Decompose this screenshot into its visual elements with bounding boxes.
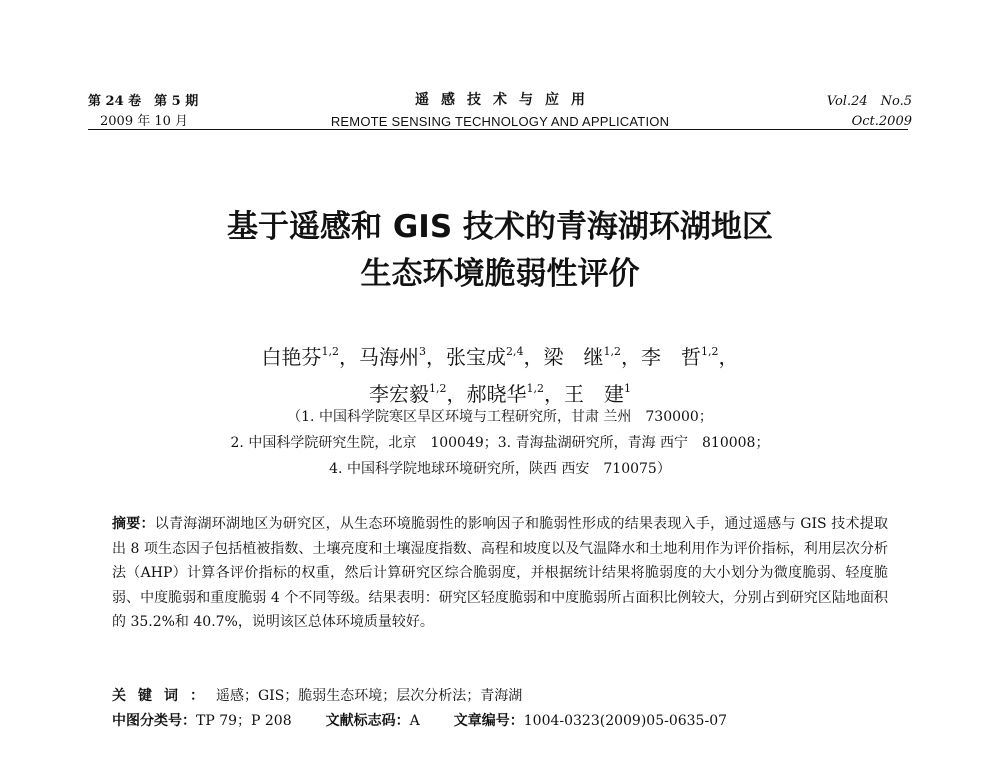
author-line-1 xyxy=(0,336,1000,373)
header-rule xyxy=(88,129,908,130)
clc-value: TP 79；P 208 xyxy=(196,713,292,729)
affiliation-line-2: 2. 中国科学院研究生院，北京 100049；3. 青海盐湖研究所，青海 西宁 810008； xyxy=(230,435,770,451)
abstract-text: 以青海湖环湖地区为研究区，从生态环境脆弱性的影响因子和脆弱性形成的结果表现入手，通过遥感与 GIS 技术提取出 8 项生态因子包括植被指数、土壤亮度和土壤湿度指数、高程和坡度以及气温降水和土地利用作为评价指标，利用层次分析法（AHP）计算各评价指标的权重，然后计算研究区综合脆弱度，并根据统计结果将脆弱度的大小划分为微度脆弱、轻度脆弱、中度脆弱和重度脆弱 4 个不同等级。结果表明：研究区轻度脆弱和中度脆弱所占面积比例较大，分别占到研究区陆地面积的 35.2%和 40.7%，说明该区总体环境质量较好。 xyxy=(112,516,889,630)
issue-date-en: Oct.2009 xyxy=(851,114,912,129)
doc-code-label: 文献标志码： xyxy=(325,713,410,729)
author: 郝晓华$^{1,2}$， xyxy=(466,382,564,406)
author: 梁 继$^{1,2}$， xyxy=(543,345,641,369)
classification-line xyxy=(112,710,912,732)
keywords-label: 关键词： xyxy=(112,688,216,704)
author-list xyxy=(0,336,1000,410)
volume-issue: 第 24 卷 第 5 期 xyxy=(88,94,199,109)
author: 马海州$^3$， xyxy=(359,345,446,369)
article-number-value: 1004-0323(2009)05-0635-07 xyxy=(523,713,728,729)
affiliation-line-3: 4. 中国科学院地球环境研究所，陕西 西安 710075） xyxy=(329,461,671,477)
author: 李宏毅$^{1,2}$， xyxy=(369,382,467,406)
volume-issue-en: Vol.24 No.5 xyxy=(826,94,912,109)
title-line-1: 基于遥感和 GIS 技术的青海湖环湖地区 xyxy=(227,209,773,245)
doc-code-value: A xyxy=(409,713,420,729)
abstract xyxy=(112,512,888,635)
issue-date: 2009 年 10 月 xyxy=(100,114,189,129)
affiliation-line-1: （1. 中国科学院寒区旱区环境与工程研究所，甘肃 兰州 730000； xyxy=(287,409,713,425)
clc-label: 中图分类号： xyxy=(112,713,196,729)
author: 王 建$^1$ xyxy=(564,382,631,406)
abstract-label: 摘要： xyxy=(112,516,155,532)
keywords xyxy=(112,685,888,707)
journal-name-en: REMOTE SENSING TECHNOLOGY AND APPLICATION xyxy=(330,114,670,129)
journal-issue-info-en xyxy=(827,92,912,132)
paper-title xyxy=(0,204,1000,298)
title-line-2: 生态环境脆弱性评价 xyxy=(360,256,640,292)
keywords-text: 遥感；GIS；脆弱生态环境；层次分析法；青海湖 xyxy=(216,688,523,704)
affiliations xyxy=(0,404,1000,482)
article-number-label: 文章编号： xyxy=(453,713,524,729)
author: 张宝成$^{2,4}$， xyxy=(446,345,544,369)
author: 白艳芬$^{1,2}$， xyxy=(261,345,359,369)
journal-name-cn: 遥感技术与应用 xyxy=(415,92,597,108)
author: 李 哲$^{1,2}$， xyxy=(641,345,739,369)
